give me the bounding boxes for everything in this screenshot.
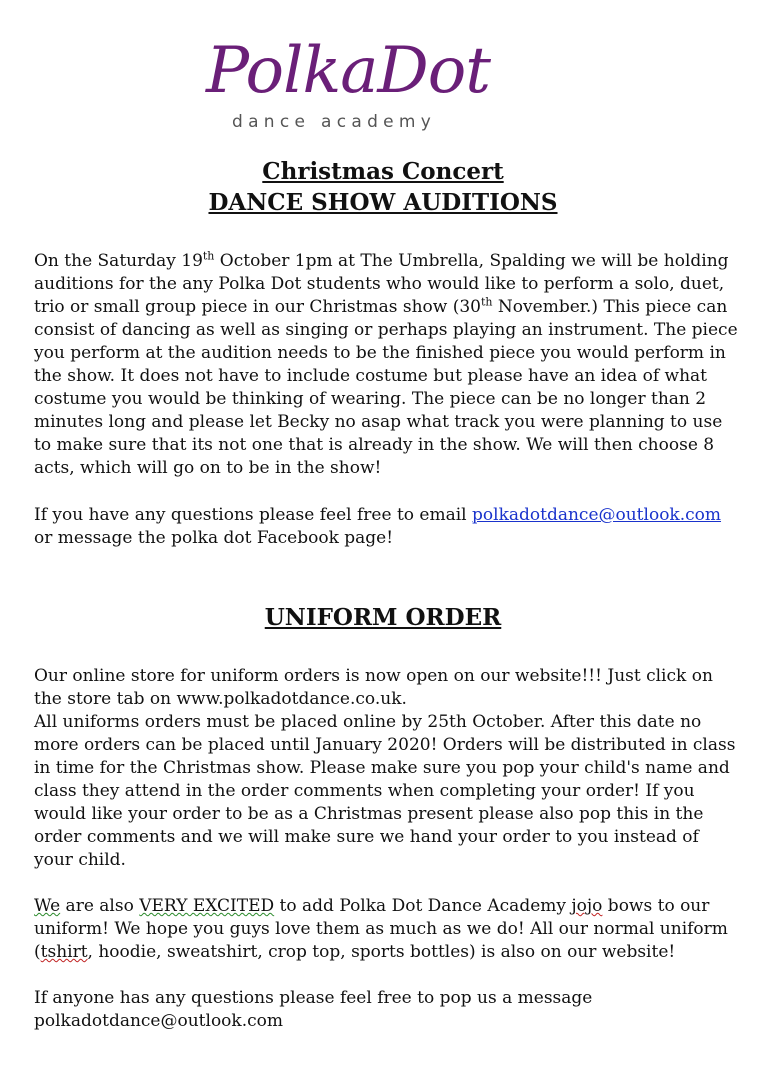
text-line: costume you would be thinking of wearing. The piece can be no longer than 2 (34, 389, 707, 409)
jojo-bows-paragraph (34, 895, 734, 964)
text-line: acts, which will go on to be in the show! (34, 458, 382, 478)
text-line: your child. (34, 850, 126, 870)
text-line: in time for the Christmas show. Please make sure you pop your child's name and (34, 758, 730, 778)
closing-paragraph (34, 987, 734, 1033)
auditions-title-line1: Christmas Concert (262, 158, 504, 185)
uniform-title: UNIFORM ORDER (264, 604, 502, 631)
text-line: consist of dancing as well as singing or perhaps playing an instrument. The piece (34, 320, 738, 340)
text-line: All uniforms orders must be placed online by 25th October. After this date no (34, 712, 702, 732)
academy-logo (0, 22, 766, 142)
text-line: If you have any questions please feel free to email polkadotdance@outlook.com (34, 505, 722, 525)
text-line: uniform! We hope you guys love them as much as we do! All our normal uniform (34, 919, 728, 939)
text-line: We are also VERY EXCITED to add Polka Dot Dance Academy jojo bows to our (34, 896, 710, 916)
email-link[interactable]: polkadotdance@outlook.com (472, 505, 722, 525)
logo-subtitle: dance academy (232, 112, 437, 132)
text-line: you perform at the audition needs to be the finished piece you would perform in (34, 343, 726, 363)
text-line: would like your order to be as a Christmas present please also pop this in the (34, 804, 704, 824)
auditions-title-line2: DANCE SHOW AUDITIONS (208, 189, 558, 216)
text-line: or message the polka dot Facebook page! (34, 528, 394, 548)
text-line: minutes long and please let Becky no asap what track you were planning to use (34, 412, 723, 432)
contact-email-text: polkadotdance@outlook.com (34, 1011, 283, 1031)
text-line: more orders can be placed until January 2020! Orders will be distributed in class (34, 735, 736, 755)
text-line: trio or small group piece in our Christmas show (30th November.) This piece can (34, 295, 728, 317)
text-line: the show. It does not have to include costume but please have an idea of what (34, 366, 708, 386)
text-line: to make sure that its not one that is already in the show. We will then choose 8 (34, 435, 715, 455)
text-line: If anyone has any questions please feel free to pop us a message (34, 988, 593, 1008)
text-line: auditions for the any Polka Dot students who would like to perform a solo, duet, (34, 274, 725, 294)
text-line: class they attend in the order comments when completing your order! If you (34, 781, 695, 801)
logo-wordmark: PolkaDot (206, 34, 490, 108)
text-line: Our online store for uniform orders is now open on our website!!! Just click on (34, 666, 713, 686)
text-line: On the Saturday 19th October 1pm at The Umbrella, Spalding we will be holding (34, 249, 729, 271)
contact-paragraph (34, 504, 734, 550)
text-line: (tshirt, hoodie, sweatshirt, crop top, sports bottles) is also on our website! (34, 942, 676, 962)
text-line: order comments and we will make sure we hand your order to you instead of (34, 827, 699, 847)
uniform-paragraph (34, 665, 734, 872)
auditions-paragraph (34, 249, 738, 480)
text-line: the store tab on www.polkadotdance.co.uk. (34, 689, 407, 709)
